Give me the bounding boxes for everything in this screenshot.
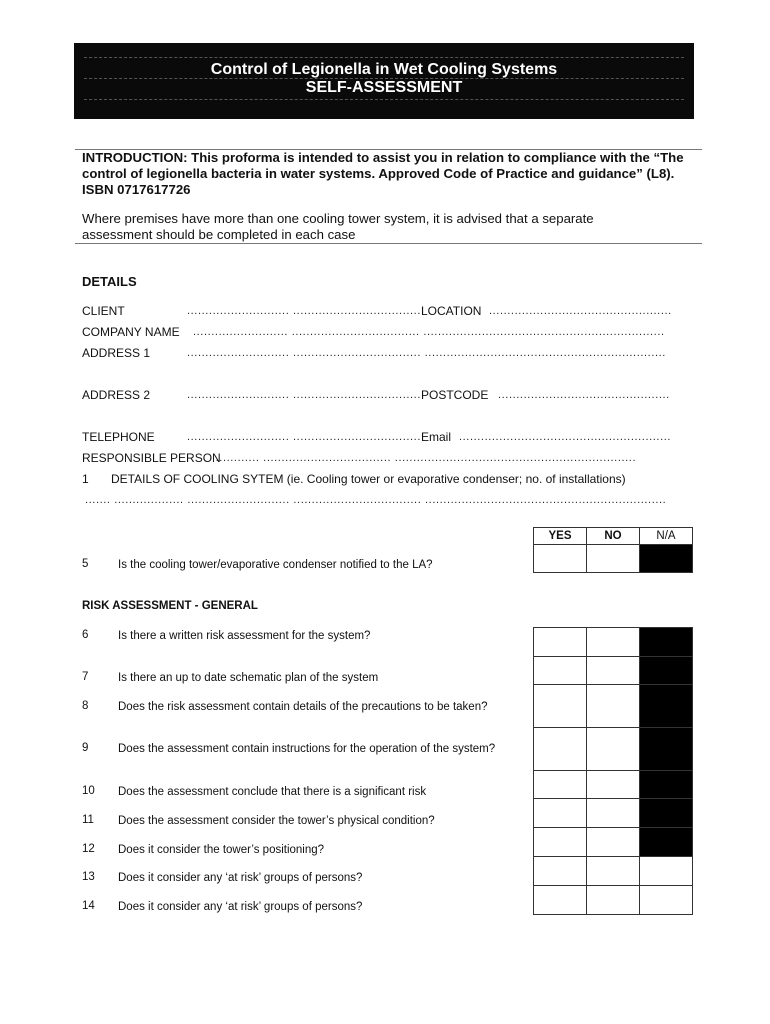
advice-paragraph-line2: assessment should be completed in each case <box>82 227 356 242</box>
document-title: Control of Legionella in Wet Cooling Systems <box>210 61 558 78</box>
q14-number: 14 <box>82 900 95 912</box>
q11-yes-checkbox[interactable] <box>534 799 587 828</box>
q6-number: 6 <box>82 629 89 641</box>
cooling-system-field[interactable]: ....... ................... ............................ ................................... .................................................................. <box>85 494 667 506</box>
q10-number: 10 <box>82 785 95 797</box>
q8-na-blocked <box>640 685 693 728</box>
q13-no-checkbox[interactable] <box>587 857 640 886</box>
introduction-text: INTRODUCTION: This proforma is intended to assist you in relation to compliance with the “The control of legionella bacteria in water systems. Approved Code of Practice and guidance” (L8). ISBN 0717617726 <box>82 150 684 197</box>
q8-yes-checkbox[interactable] <box>534 685 587 728</box>
q9-number: 9 <box>82 742 89 754</box>
na-column-header: N/A <box>640 528 693 545</box>
q12-no-checkbox[interactable] <box>587 828 640 857</box>
q11-number: 11 <box>82 814 94 826</box>
q12-number: 12 <box>82 843 95 855</box>
q6-no-checkbox[interactable] <box>587 628 640 657</box>
q5-text: Is the cooling tower/evaporative condenser notified to the LA? <box>118 559 433 571</box>
q6-yes-checkbox[interactable] <box>534 628 587 657</box>
item-1-label: DETAILS OF COOLING SYTEM (ie. Cooling tower or evaporative condenser; no. of installations) <box>111 472 626 486</box>
q6-na-blocked <box>640 628 693 657</box>
company-name-label: COMPANY NAME <box>82 325 180 339</box>
q12-text: Does it consider the tower’s positioning? <box>118 844 325 856</box>
item-1-number: 1 <box>82 472 89 486</box>
risk-assessment-heading: RISK ASSESSMENT - GENERAL <box>82 600 258 612</box>
q10-text: Does the assessment conclude that there is a significant risk <box>118 786 427 798</box>
telephone-label: TELEPHONE <box>82 430 155 444</box>
document-subtitle: SELF-ASSESSMENT <box>305 79 463 96</box>
divider <box>75 243 702 244</box>
q14-na-checkbox[interactable] <box>640 886 693 915</box>
q10-no-checkbox[interactable] <box>587 771 640 799</box>
answer-grid-q5 <box>533 527 693 573</box>
q9-na-blocked <box>640 728 693 771</box>
q7-yes-checkbox[interactable] <box>534 657 587 685</box>
q13-text: Does it consider any ‘at risk’ groups of persons? <box>118 872 363 884</box>
client-field[interactable]: ............................ ................................... <box>187 305 421 317</box>
details-heading: DETAILS <box>82 274 137 289</box>
q5-number: 5 <box>82 558 89 570</box>
q7-text: Is there an up to date schematic plan of the system <box>118 672 379 684</box>
q13-yes-checkbox[interactable] <box>534 857 587 886</box>
q12-yes-checkbox[interactable] <box>534 828 587 857</box>
postcode-label: POSTCODE <box>421 388 489 402</box>
yes-column-header: YES <box>534 528 587 545</box>
q10-na-blocked <box>640 771 693 799</box>
address1-field[interactable]: ............................ ................................... .................................................................. <box>187 347 666 359</box>
q9-yes-checkbox[interactable] <box>534 728 587 771</box>
q5-no-checkbox[interactable] <box>587 545 640 573</box>
q10-yes-checkbox[interactable] <box>534 771 587 799</box>
location-field[interactable]: .................................................. <box>489 305 672 317</box>
postcode-field[interactable]: ............................................... <box>498 389 670 401</box>
answer-grid-risk <box>533 627 693 915</box>
q14-no-checkbox[interactable] <box>587 886 640 915</box>
q13-number: 13 <box>82 871 95 883</box>
address1-label: ADDRESS 1 <box>82 346 151 360</box>
q14-text: Does it consider any ‘at risk’ groups of persons? <box>118 901 363 913</box>
q7-na-blocked <box>640 657 693 685</box>
client-label: CLIENT <box>82 304 125 318</box>
q6-text: Is there a written risk assessment for the system? <box>118 630 371 642</box>
q8-no-checkbox[interactable] <box>587 685 640 728</box>
q11-text: Does the assessment consider the tower’s physical condition? <box>118 815 435 827</box>
q8-text: Does the risk assessment contain details of the precautions to be taken? <box>118 701 488 713</box>
responsible-person-field[interactable]: ............. ................................... .................................................................. <box>212 452 637 464</box>
responsible-person-label: RESPONSIBLE PERSON <box>82 451 221 465</box>
q11-no-checkbox[interactable] <box>587 799 640 828</box>
email-field[interactable]: .......................................................... <box>459 431 672 443</box>
q5-na-blocked <box>640 545 693 573</box>
q8-number: 8 <box>82 700 89 712</box>
q9-no-checkbox[interactable] <box>587 728 640 771</box>
address2-field[interactable]: ............................ ................................... <box>187 389 421 401</box>
title-banner <box>74 43 694 119</box>
q12-na-blocked <box>640 828 693 857</box>
location-label: LOCATION <box>421 304 482 318</box>
q5-yes-checkbox[interactable] <box>534 545 587 573</box>
advice-paragraph-line1: Where premises have more than one cooling tower system, it is advised that a separate <box>82 211 594 226</box>
email-label: Email <box>421 430 452 444</box>
address2-label: ADDRESS 2 <box>82 388 151 402</box>
q14-yes-checkbox[interactable] <box>534 886 587 915</box>
q9-text: Does the assessment contain instructions for the operation of the system? <box>118 743 496 755</box>
no-column-header: NO <box>587 528 640 545</box>
q7-no-checkbox[interactable] <box>587 657 640 685</box>
company-name-field[interactable]: .......................... ................................... .................................................................. <box>193 326 665 338</box>
q11-na-blocked <box>640 799 693 828</box>
telephone-field[interactable]: ............................ ................................... <box>187 431 421 443</box>
q13-na-checkbox[interactable] <box>640 857 693 886</box>
q7-number: 7 <box>82 671 89 683</box>
